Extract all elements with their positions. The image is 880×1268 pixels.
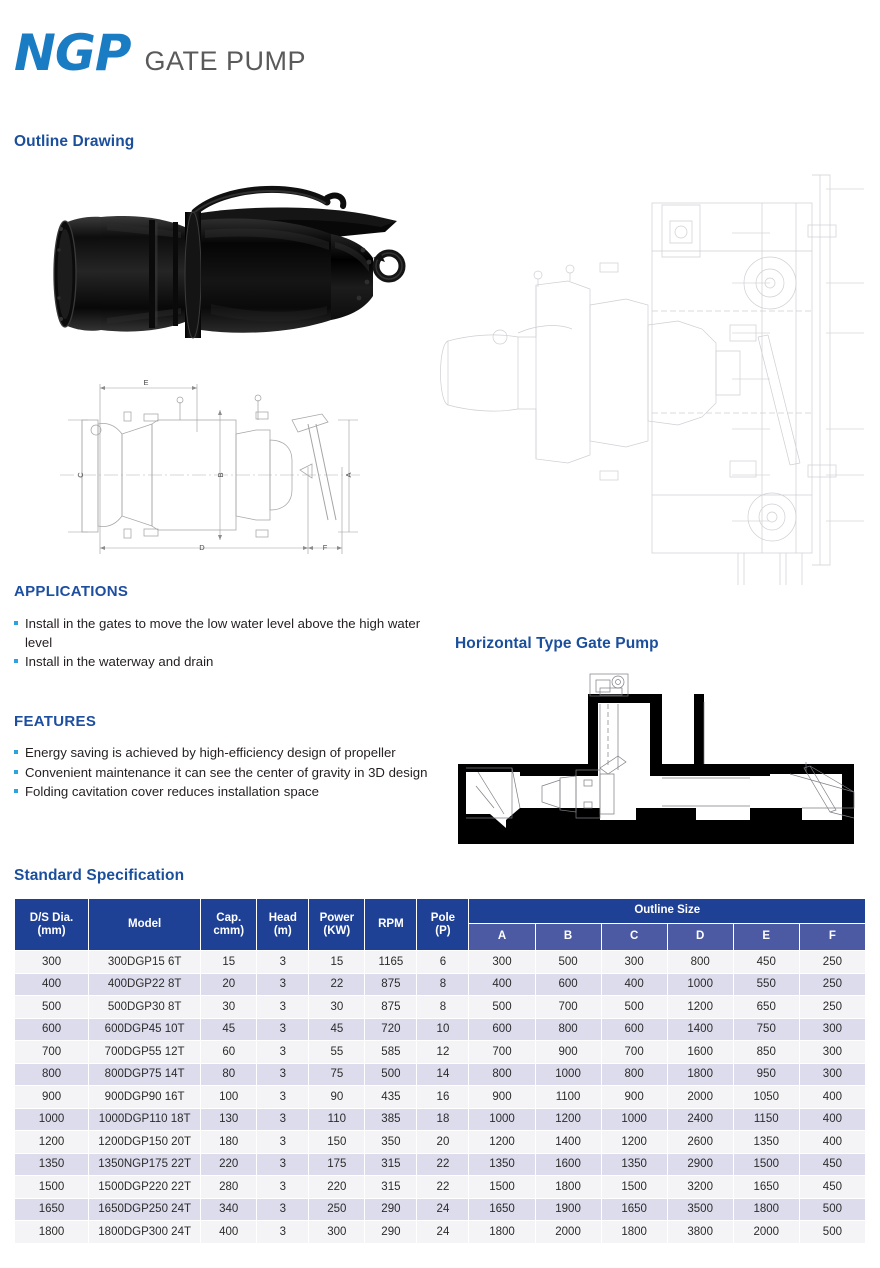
table-row: [15, 1108, 866, 1131]
cell-E: 550: [733, 973, 799, 996]
cell-pole: 22: [417, 1153, 469, 1176]
horizontal-type-section-diagram: [450, 668, 870, 853]
section-heading-applications: APPLICATIONS: [14, 583, 129, 600]
cell-A: 800: [469, 1063, 535, 1086]
cell-F: 450: [799, 1176, 865, 1199]
cell-ds_dia: 900: [15, 1086, 89, 1109]
cell-D: 1600: [667, 1041, 733, 1064]
list-item: Convenient maintenance it can see the center of gravity in 3D design: [14, 764, 432, 783]
cell-ds_dia: 1000: [15, 1108, 89, 1131]
cell-model: 1000DGP110 18T: [89, 1108, 201, 1131]
cell-A: 1350: [469, 1153, 535, 1176]
cell-rpm: 720: [365, 1018, 417, 1041]
cell-head: 3: [257, 1086, 309, 1109]
cell-model: 1650DGP250 24T: [89, 1198, 201, 1221]
cell-head: 3: [257, 951, 309, 974]
cell-rpm: 385: [365, 1108, 417, 1131]
cell-B: 800: [535, 1018, 601, 1041]
cell-pole: 12: [417, 1041, 469, 1064]
table-row: [15, 1221, 866, 1244]
product-photo-gate-pump: [45, 172, 410, 372]
cell-F: 400: [799, 1086, 865, 1109]
cell-D: 1800: [667, 1063, 733, 1086]
col-header-ds-dia: D/S Dia. (mm): [15, 899, 89, 951]
cell-E: 1050: [733, 1086, 799, 1109]
cell-E: 850: [733, 1041, 799, 1064]
cell-C: 300: [601, 951, 667, 974]
cell-F: 250: [799, 951, 865, 974]
cell-C: 1650: [601, 1198, 667, 1221]
cell-rpm: 435: [365, 1086, 417, 1109]
cell-cap: 280: [201, 1176, 257, 1199]
cell-cap: 130: [201, 1108, 257, 1131]
cell-power: 75: [309, 1063, 365, 1086]
cell-ds_dia: 400: [15, 973, 89, 996]
cell-rpm: 315: [365, 1153, 417, 1176]
cell-head: 3: [257, 1018, 309, 1041]
col-header-F: F: [799, 923, 865, 950]
cell-ds_dia: 1800: [15, 1221, 89, 1244]
col-header-E: E: [733, 923, 799, 950]
table-row: [15, 1153, 866, 1176]
cell-cap: 45: [201, 1018, 257, 1041]
cell-ds_dia: 1500: [15, 1176, 89, 1199]
cell-rpm: 290: [365, 1221, 417, 1244]
cell-A: 500: [469, 996, 535, 1019]
cell-model: 1800DGP300 24T: [89, 1221, 201, 1244]
cell-ds_dia: 300: [15, 951, 89, 974]
cell-power: 220: [309, 1176, 365, 1199]
dimension-line-drawing: [60, 372, 360, 567]
col-header-A: A: [469, 923, 535, 950]
cell-ds_dia: 1350: [15, 1153, 89, 1176]
brand-logo-ngp: NGP: [14, 24, 131, 82]
cell-B: 1600: [535, 1153, 601, 1176]
cell-model: 1350NGP175 22T: [89, 1153, 201, 1176]
table-row: [15, 1131, 866, 1154]
cell-E: 750: [733, 1018, 799, 1041]
cell-power: 175: [309, 1153, 365, 1176]
cell-A: 900: [469, 1086, 535, 1109]
cell-head: 3: [257, 1153, 309, 1176]
col-header-D: D: [667, 923, 733, 950]
cell-head: 3: [257, 1176, 309, 1199]
cell-power: 55: [309, 1041, 365, 1064]
cell-pole: 20: [417, 1131, 469, 1154]
cell-D: 2000: [667, 1086, 733, 1109]
table-row: [15, 1086, 866, 1109]
cell-power: 90: [309, 1086, 365, 1109]
list-item: Install in the gates to move the low water level above the high water level: [14, 615, 432, 652]
cell-cap: 30: [201, 996, 257, 1019]
cell-C: 900: [601, 1086, 667, 1109]
cell-cap: 80: [201, 1063, 257, 1086]
cell-ds_dia: 500: [15, 996, 89, 1019]
cell-D: 2900: [667, 1153, 733, 1176]
cell-power: 22: [309, 973, 365, 996]
cell-A: 1200: [469, 1131, 535, 1154]
section-heading-standard-specification: Standard Specification: [14, 867, 185, 884]
cell-E: 1650: [733, 1176, 799, 1199]
cell-power: 110: [309, 1108, 365, 1131]
cell-model: 900DGP90 16T: [89, 1086, 201, 1109]
section-heading-horizontal-type: Horizontal Type Gate Pump: [455, 635, 659, 652]
cell-head: 3: [257, 1131, 309, 1154]
cell-A: 1500: [469, 1176, 535, 1199]
cell-F: 250: [799, 973, 865, 996]
cell-C: 800: [601, 1063, 667, 1086]
cell-rpm: 585: [365, 1041, 417, 1064]
cell-cap: 15: [201, 951, 257, 974]
cell-A: 600: [469, 1018, 535, 1041]
cell-E: 1150: [733, 1108, 799, 1131]
cell-head: 3: [257, 1221, 309, 1244]
cell-A: 400: [469, 973, 535, 996]
cell-model: 600DGP45 10T: [89, 1018, 201, 1041]
table-row: [15, 951, 866, 974]
cell-F: 300: [799, 1063, 865, 1086]
cell-pole: 8: [417, 973, 469, 996]
cell-rpm: 875: [365, 996, 417, 1019]
cell-cap: 220: [201, 1153, 257, 1176]
cell-ds_dia: 1650: [15, 1198, 89, 1221]
col-header-cap: Cap. cmm): [201, 899, 257, 951]
cell-ds_dia: 800: [15, 1063, 89, 1086]
table-row: [15, 1018, 866, 1041]
cell-B: 1200: [535, 1108, 601, 1131]
dim-label-D: D: [199, 543, 205, 552]
dim-label-B: B: [216, 472, 225, 478]
cell-B: 1400: [535, 1131, 601, 1154]
cell-cap: 400: [201, 1221, 257, 1244]
cell-power: 250: [309, 1198, 365, 1221]
cell-B: 1000: [535, 1063, 601, 1086]
cell-B: 900: [535, 1041, 601, 1064]
cell-model: 800DGP75 14T: [89, 1063, 201, 1086]
cell-model: 300DGP15 6T: [89, 951, 201, 974]
cell-cap: 20: [201, 973, 257, 996]
cell-E: 1500: [733, 1153, 799, 1176]
cell-F: 450: [799, 1153, 865, 1176]
col-header-model: Model: [89, 899, 201, 951]
table-row: [15, 1176, 866, 1199]
cell-ds_dia: 700: [15, 1041, 89, 1064]
cell-power: 30: [309, 996, 365, 1019]
cell-ds_dia: 600: [15, 1018, 89, 1041]
cell-head: 3: [257, 1108, 309, 1131]
section-heading-outline-drawing: Outline Drawing: [14, 133, 135, 150]
cell-B: 500: [535, 951, 601, 974]
cad-assembly-drawing: [440, 165, 880, 595]
cell-power: 150: [309, 1131, 365, 1154]
section-heading-features: FEATURES: [14, 713, 97, 730]
list-item: Energy saving is achieved by high-efficiency design of propeller: [14, 744, 432, 763]
table-row: [15, 996, 866, 1019]
cell-power: 15: [309, 951, 365, 974]
table-body: [15, 951, 866, 1244]
list-item: Folding cavitation cover reduces installation space: [14, 783, 432, 802]
features-list: [14, 744, 432, 803]
cell-B: 1900: [535, 1198, 601, 1221]
table-header-row-1: [15, 899, 866, 924]
cell-pole: 14: [417, 1063, 469, 1086]
cell-head: 3: [257, 996, 309, 1019]
col-header-outline-size: Outline Size: [469, 899, 866, 924]
col-header-B: B: [535, 923, 601, 950]
cell-E: 1350: [733, 1131, 799, 1154]
cell-F: 250: [799, 996, 865, 1019]
standard-specification-table: [14, 898, 866, 1244]
cell-D: 1400: [667, 1018, 733, 1041]
cell-B: 600: [535, 973, 601, 996]
cell-D: 2400: [667, 1108, 733, 1131]
cell-A: 1650: [469, 1198, 535, 1221]
cell-cap: 60: [201, 1041, 257, 1064]
cell-pole: 18: [417, 1108, 469, 1131]
cell-D: 1200: [667, 996, 733, 1019]
cell-C: 1350: [601, 1153, 667, 1176]
product-title: GATE PUMP: [144, 46, 307, 76]
cell-pole: 24: [417, 1221, 469, 1244]
cell-head: 3: [257, 1198, 309, 1221]
cell-C: 1800: [601, 1221, 667, 1244]
cell-C: 1500: [601, 1176, 667, 1199]
cell-F: 300: [799, 1018, 865, 1041]
cell-E: 950: [733, 1063, 799, 1086]
dim-label-F: F: [322, 543, 328, 552]
cell-cap: 180: [201, 1131, 257, 1154]
cell-D: 3200: [667, 1176, 733, 1199]
cell-A: 1800: [469, 1221, 535, 1244]
col-header-head: Head (m): [257, 899, 309, 951]
cell-pole: 10: [417, 1018, 469, 1041]
table-header: [15, 899, 866, 951]
cell-head: 3: [257, 973, 309, 996]
table-row: [15, 1063, 866, 1086]
list-item: Install in the waterway and drain: [14, 653, 432, 672]
cell-head: 3: [257, 1063, 309, 1086]
cell-rpm: 290: [365, 1198, 417, 1221]
cell-B: 700: [535, 996, 601, 1019]
cell-E: 2000: [733, 1221, 799, 1244]
dim-label-E: E: [143, 378, 149, 387]
cell-pole: 8: [417, 996, 469, 1019]
cell-C: 700: [601, 1041, 667, 1064]
cell-D: 2600: [667, 1131, 733, 1154]
cell-C: 600: [601, 1018, 667, 1041]
cell-D: 800: [667, 951, 733, 974]
cell-F: 500: [799, 1198, 865, 1221]
cell-rpm: 500: [365, 1063, 417, 1086]
dim-label-A: A: [344, 472, 353, 478]
dim-label-C: C: [76, 472, 85, 478]
cell-B: 1100: [535, 1086, 601, 1109]
cell-D: 3500: [667, 1198, 733, 1221]
applications-list: [14, 615, 432, 673]
table-row: [15, 1041, 866, 1064]
cell-A: 1000: [469, 1108, 535, 1131]
cell-rpm: 350: [365, 1131, 417, 1154]
cell-model: 700DGP55 12T: [89, 1041, 201, 1064]
cell-model: 1200DGP150 20T: [89, 1131, 201, 1154]
cell-C: 400: [601, 973, 667, 996]
cell-pole: 22: [417, 1176, 469, 1199]
cell-model: 500DGP30 8T: [89, 996, 201, 1019]
cell-A: 300: [469, 951, 535, 974]
cell-power: 300: [309, 1221, 365, 1244]
col-header-rpm: RPM: [365, 899, 417, 951]
cell-rpm: 1165: [365, 951, 417, 974]
col-header-pole: Pole (P): [417, 899, 469, 951]
table-row: [15, 973, 866, 996]
cell-E: 450: [733, 951, 799, 974]
cell-D: 3800: [667, 1221, 733, 1244]
cell-E: 1800: [733, 1198, 799, 1221]
cell-rpm: 315: [365, 1176, 417, 1199]
cell-pole: 16: [417, 1086, 469, 1109]
cell-F: 300: [799, 1041, 865, 1064]
page-header: [14, 24, 307, 82]
cell-C: 1000: [601, 1108, 667, 1131]
cell-pole: 6: [417, 951, 469, 974]
cell-cap: 100: [201, 1086, 257, 1109]
cell-D: 1000: [667, 973, 733, 996]
cell-ds_dia: 1200: [15, 1131, 89, 1154]
col-header-power: Power (KW): [309, 899, 365, 951]
cell-C: 500: [601, 996, 667, 1019]
table-row: [15, 1198, 866, 1221]
cell-pole: 24: [417, 1198, 469, 1221]
cell-F: 400: [799, 1108, 865, 1131]
cell-model: 400DGP22 8T: [89, 973, 201, 996]
cell-B: 1800: [535, 1176, 601, 1199]
cell-A: 700: [469, 1041, 535, 1064]
col-header-C: C: [601, 923, 667, 950]
cell-C: 1200: [601, 1131, 667, 1154]
cell-power: 45: [309, 1018, 365, 1041]
cell-cap: 340: [201, 1198, 257, 1221]
cell-model: 1500DGP220 22T: [89, 1176, 201, 1199]
cell-head: 3: [257, 1041, 309, 1064]
cell-F: 500: [799, 1221, 865, 1244]
cell-B: 2000: [535, 1221, 601, 1244]
cell-E: 650: [733, 996, 799, 1019]
cell-F: 400: [799, 1131, 865, 1154]
cell-rpm: 875: [365, 973, 417, 996]
